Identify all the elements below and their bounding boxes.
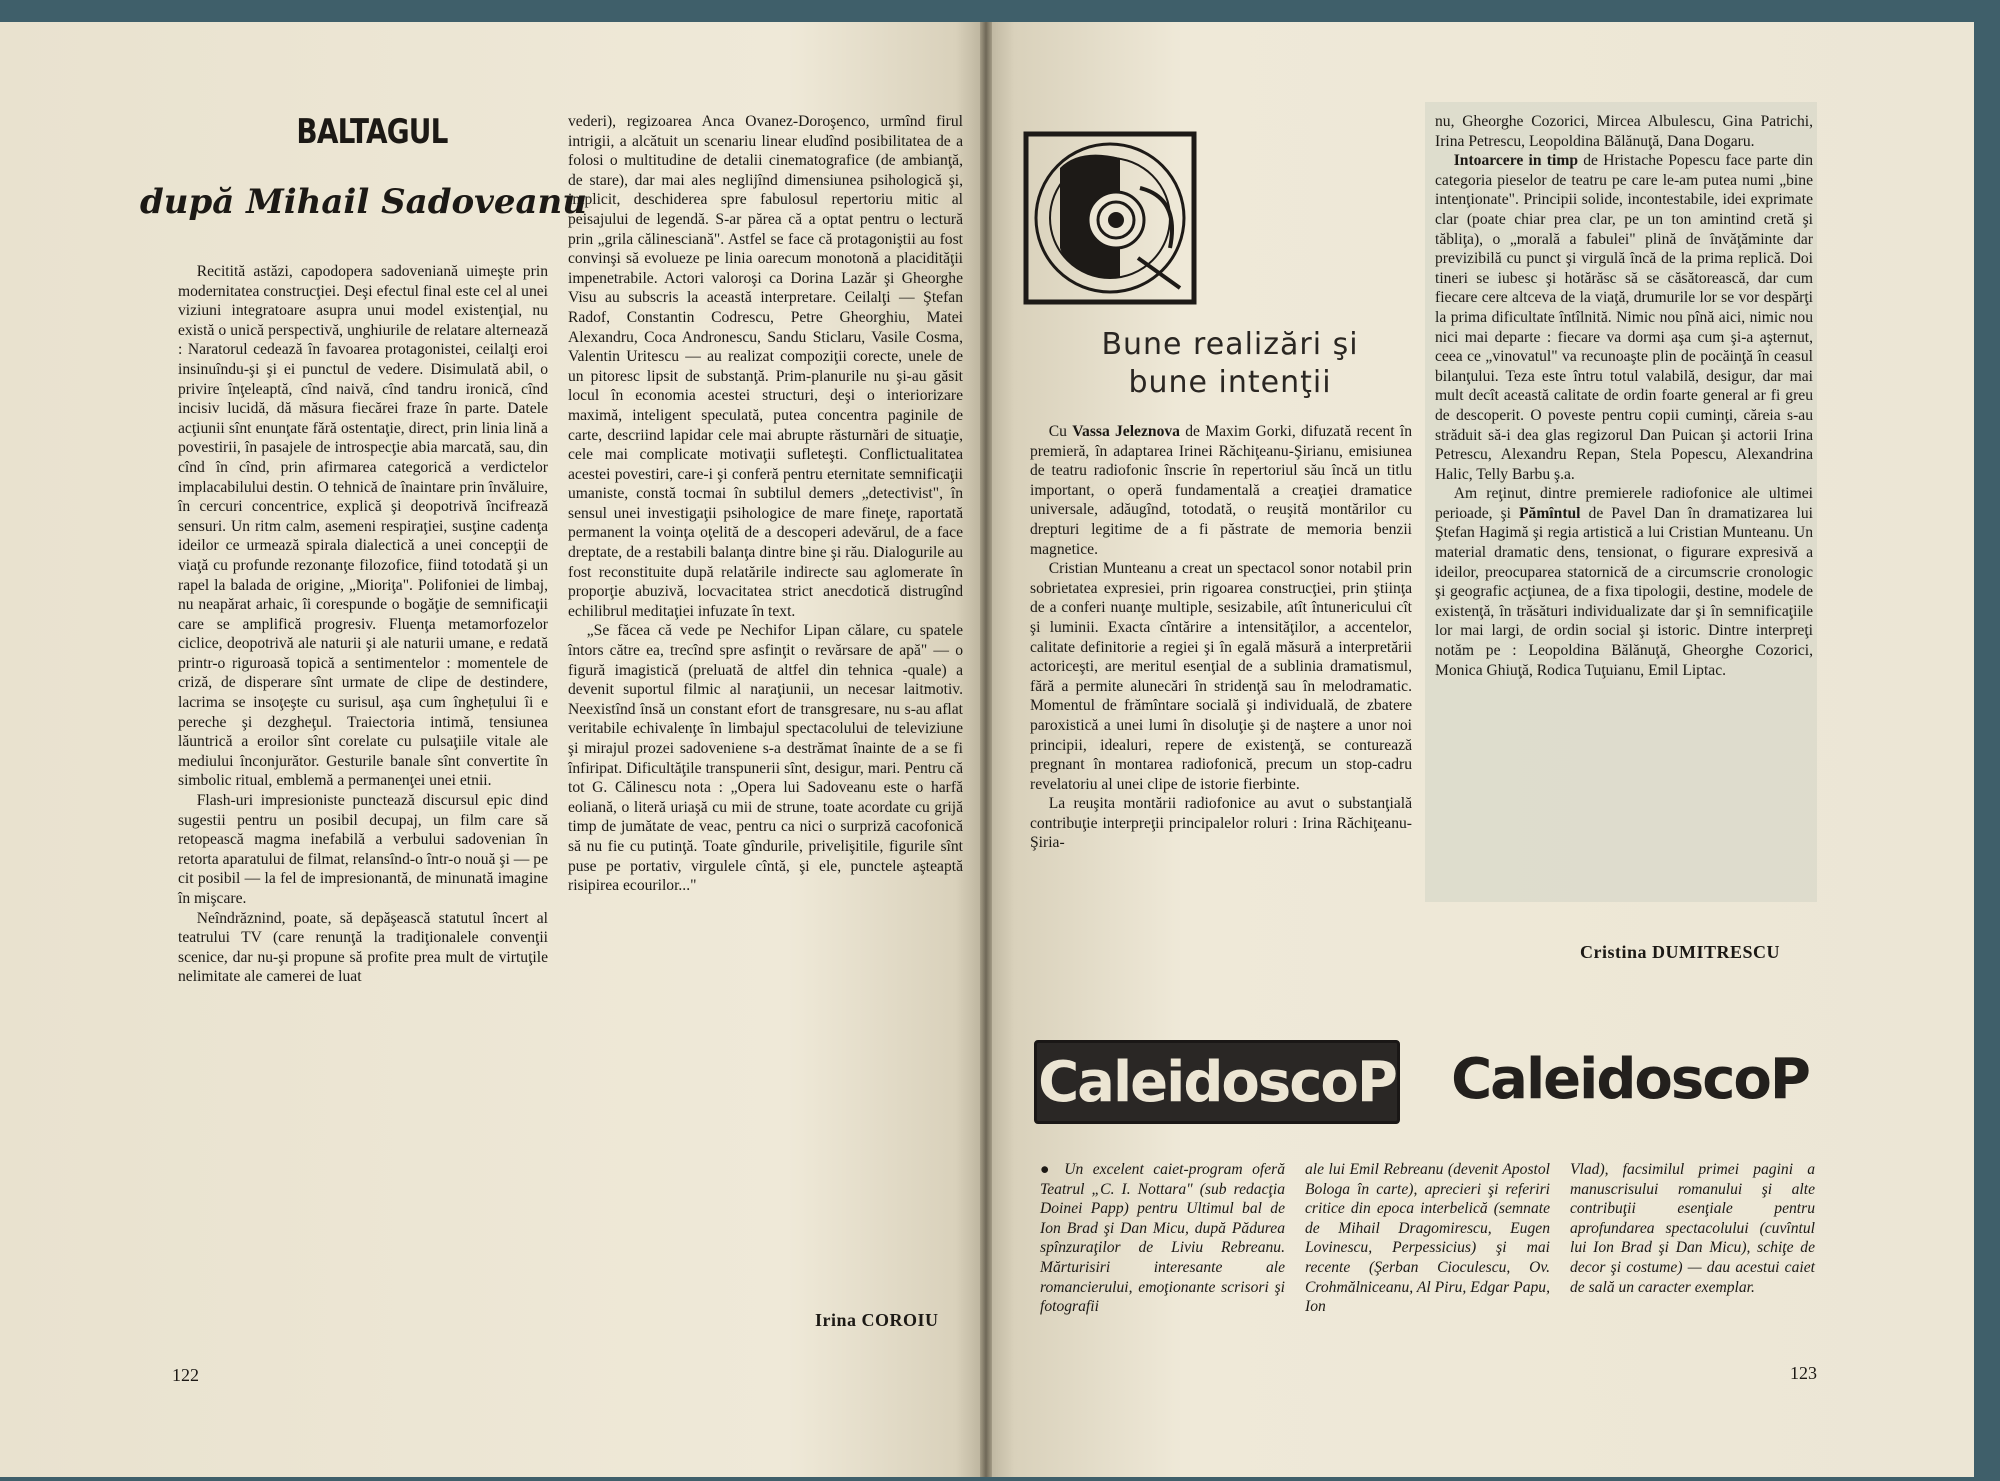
book-spine (980, 22, 992, 1477)
caleidoscop-banner-light: CaleidoscoP (1451, 1046, 1809, 1112)
paragraph: Recitită astăzi, capodopera sadoveniană uimeşte prin modernitatea construcţiei. Deşi efectul final este cel al unei viziuni integratoare asupra unui model existenţial, nu există o unică perspectivă, unghiurile de relatare alternează : Naratorul cedează în favoarea protagonistei, ceilalţi eroi insinuîndu-şi şi ei punctul de vedere. Disimulată abil, o privire înţeleaptă, cînd naivă, cînd tandru ironică, cînd incisiv lucidă, dă măsura fiecărei fraze în parte. Datele acţiunii sînt enunţate fără ostentaţie, direct, prin linia lină a povestirii, în pasajele de introspecţie abia marcată, sau, din cînd în cînd, prin afirmarea categorică a verdictelor implacabilului destin. O tehnică de înaintare prin învăluire, în cercuri concentrice, explică şi deopotrivă încifrează sensuri. Un ritm calm, asemeni respiraţiei, susţine cadenţa ideilor ce urmează spirala dialectică a unei concepţii de viaţă cu profunde rezonanţe filozofice, fiind totodată şi un rapel la balada de origine, „Mioriţa". Polifoniei de limbaj, nu neapărat arhaic, îi corespunde o bogăţie de semnificaţii care se amplifică progresiv. Fluenţa metamorfozelor ciclice, deopotrivă ale naturii şi ale naturii umane, e redată printr-o riguroasă topică a sentimentelor : momentele de criză, de disperare sînt urmate de clipe de destindere, lacrima se insoţeşte cu surisul, aşa cum înghețului îi e pereche şi dezgheţul. Traiectoria intimă, tensiunea lăuntrică a eroilor sînt corelate cu pulsaţiile vitale ale mediului înconjurător. Gesturile banale sînt convertite în simbolic ritual, emblemă a permanenţei unei etnii. (178, 263, 548, 790)
paragraph: Intoarcere in timp de Hristache Popescu face parte din categoria pieselor de teatru pe care le-am putea numi „bine intenţionate". Principii solide, incontestabile, idei exprimate clar (poate chiar prea clar, pe un ton amintind cretă şi tăbliţa), o „morală a fabulei" plină de învăţăminte dar previzibilă cu punct şi virgulă încă de la prima replică. Doi tineri se iubesc şi hotărăsc să se căsătorească, dar cum fiecare cere altceva de la viaţă, drumurile lor se vor despărţi la prima dificultate întîlnită. Nimic nou pînă aici, nimic nou nici mai departe : fiecare va dormi aşa cum şi-a aşternut, ceea ce „vinovatul" va recunoaşte plin de pocăinţă în ceasul bilanţului. Teza este întru totul valabilă, desigur, dar mai mult decît această calitate de ordin foarte general ar fi greu de descoperit. O poveste pentru copii cuminţi, căreia s-au străduit să-i dea glas regizorul Dan Puican şi actorii Irina Petrescu, Alexandru Repan, Stela Popescu, Alexandrina Halic, Telly Barbu ş.a. (1435, 152, 1813, 483)
paragraph: La reuşita montării radiofonice au avut o substanţială contribuţie interpreţii principalelor roluri : Irina Răchiţeanu-Şiria- (1030, 795, 1412, 852)
byline-right: Cristina DUMITRESCU (1580, 942, 1781, 962)
right-column-middle (1030, 422, 1412, 853)
caleidoscop-col-2: ale lui Emil Rebreanu (devenit Apostol Bologa în carte), aprecieri şi referiri critice din epoca interbelică (semnate de Mihail Dragomirescu, Eugen Lovinescu, Perpessicius) şi mai recente (Şerban Cioculescu, Ov. Crohmălniceanu, Al Piru, Edgar Papu, Ion (1305, 1161, 1550, 1316)
page-number-left: 122 (172, 1365, 199, 1385)
review-heading: Bune realizări şi bune intenţii (1101, 327, 1359, 400)
page-number-right: 123 (1790, 1363, 1817, 1383)
left-column-1 (178, 262, 548, 987)
paragraph: „Se făcea că vede pe Nechifor Lipan călare, cu spatele întors către ea, trecînd spre asfinţit o revărsare de apă" — o figură imagistică (preluată de altfel din tehnica -quale) a devenit suportul filmic al naraţiunii, un necesar laitmotiv. Neexistînd însă un constant efort de transgresare, nu s-au aflat veritabile echivalenţe în limbajul spectacolului de televiziune şi mirajul prozei sadoveniene s-a destrămat înainte de a se fi înfiripat. Dificultăţile transpunerii sînt, desigur, mari. Pentru că tot G. Călinescu nota : „Opera lui Sadoveanu este o harfă eoliană, o literă uriaşă cu mii de strune, toate acordate cu grijă timp de jumătate de veac, pentru ca nici o surpriză cacofonică să nu fie cu putinţă. Toate gîndurile, privelişitile, figurile sînt puse pe portativ, virgulele cîntă, şi ele, punctele aşteaptă risipirea ecourilor..." (568, 622, 963, 895)
left-column-2 (568, 112, 963, 896)
paragraph: Cristian Munteanu a creat un spectacol sonor notabil prin sobrietatea expresiei, prin rigoarea construcţiei, prin ştiinţa de a conferi nuanţe multiple, sesizabile, atît întunericului cît şi luminii. Exacta cîntărire a intensităţilor, a accentelor, calitate definitorie a regiei şi în egală măsură a interpretării actoriceşti, are meritul esenţial de a sublinia dramatismul, fără a permite alunecări în stridenţă sau în melodramatic. Momentul de frămîntare socială şi individuală, de zbatere paroxistică a unei lumi în disoluţie şi de naştere a unor noi principii, idealuri, repere de existenţă, se conturează pregnant în montarea radiofonică, precum un stop-cadru revelatoriu al unei clipe de istorie fierbinte. (1030, 560, 1412, 793)
paragraph: Flash-uri impresioniste punctează discursul epic dind sugestii pentru un posibil decupaj, un film care să retopească magma inefabilă a verbului sadovenian în retorta aparatului de filmat, relansînd-o într-o nouă şi — pe cit posibil — la fel de impresionantă, de minunată imagine în mişcare. (178, 792, 548, 907)
article-subtitle: după Mihail Sadoveanu (140, 182, 587, 222)
radio-theatre-logo-icon (1020, 128, 1200, 308)
right-column-right (1435, 112, 1813, 680)
paragraph: Cu Vassa Jeleznova de Maxim Gorki, difuzată recent în premieră, în adaptarea Irinei Răchiţeanu-Şirianu, emisiunea de teatru radiofonic înscrie în repertoriul său încă un titlu important, o operă fundamentală a creaţiei dramatice universale, adăugînd, totodată, o reuşită montărilor cu drepturi legitime de a fi păstrate de memoria benzii magnetice. (1030, 423, 1412, 558)
caleidoscop-col-1: ● Un excelent caiet-program oferă Teatrul „C. I. Nottara" (sub redacţia Doinei Papp) pentru Ultimul bal de Ion Brad şi Dan Micu, după Pădurea spînzuraţilor de Liviu Rebreanu. Mărturisiri interesante ale romancierului, emoţionante scrisori şi fotografii (1040, 1161, 1285, 1316)
paragraph: nu, Gheorghe Cozorici, Mircea Albulescu, Gina Patrichi, Irina Petrescu, Leopoldina Bălănuţă, Dana Dogaru. (1435, 113, 1813, 150)
paragraph: Neîndrăznind, poate, să depăşească statutul încert al teatrului TV (care renunţă la tradiţionalele convenţii scenice, dar nu-şi propune să profite prea mult de virtuţile nelimitate ale camerei de luat (178, 909, 548, 986)
article-title: BALTAGUL (296, 112, 448, 152)
caleidoscop-banner-dark: CaleidoscoP (1034, 1040, 1400, 1124)
paragraph: Am reţinut, dintre premierele radiofonice ale ultimei perioade, şi Pămîntul de Pavel Dan în dramatizarea lui Ştefan Hagimă şi regia artistică a lui Cristian Munteanu. Un material dramatic dens, tensionat, o figurare expresivă a ideilor, preocuparea statornică de a circumscrie cronologic şi geografic acţiunea, de a fixa tipologii, destine, modele de existenţă, în trăsături individualizate dar şi în semnificaţiile lor mai largi, de ordin social şi istoric. Dintre interpreţi notăm pe : Leopoldina Bălănuţă, Gheorghe Cozorici, Monica Ghiuţă, Rodica Tuţuianu, Emil Liptac. (1435, 485, 1813, 679)
paragraph: vederi), regizoarea Anca Ovanez-Doroşenco, urmînd firul intrigii, a alcătuit un scenariu linear eludînd posibilitatea de a folosi o multitudine de detalii cinematografice (de ambianţă, de stare), dar mai ales neglijînd dimensiunea psihologică şi, implicit, deschiderea spre fabulosul repertoriu mitic al peisajului de legendă. S-ar părea că a optat pentru o lectură prin „grila călinesciană". Astfel se face că protagoniştii au fost convinşi să evolueze pe linia oarecum monotonă a placidităţii impenetrabile. Actori valoroşi ca Dorina Lazăr şi Gheorghe Visu au subscris la această interpretare. Ceilalţi — Ştefan Radof, Constantin Codrescu, Petre Gheorghiu, Matei Alexandru, Coca Andronescu, Sandu Sticlaru, Vasile Cosma, Valentin Uritescu — au realizat compoziţii corecte, unele de un pitoresc lipsit de substanţă. Prim-planurile nu şi-au găsit locul în economia acestei structuri, deşi o interiorizare maximă, inteligent speculată, putea concentra paginile de carte, descriind lapidar cele mai abrupte răsturnări de situaţie, cele mai complicate motivaţii sufleteşti. Conflictualitatea acestei povestiri, care-i şi conferă pentru eternitate semnificaţii umaniste, constă tocmai în subtilul demers „detectivist", în sensul unei investigaţii psihologice de mare fineţe, raportată permanent la voinţa oţelită de a descoperi adevărul, de a face dreptate, de a restabili balanţa dintre bine şi rău. Dialogurile au fost reconstituite după relatările indirecte sau aglomerate în proporţie abuzivă, locvacitatea strict anecdotică distrugînd echilibrul meditaţiei infuzate în text. (568, 113, 963, 620)
byline-left: Irina COROIU (815, 1310, 939, 1330)
caleidoscop-col-3: Vlad), facsimilul primei pagini a manuscrisului romanului şi alte contribuţii esenţiale pentru aprofundarea spectacolului (cuvîntul lui Ion Brad şi Dan Micu), schiţe de decor şi costume) — dau acestui caiet de sală un caracter exemplar. (1570, 1161, 1815, 1296)
